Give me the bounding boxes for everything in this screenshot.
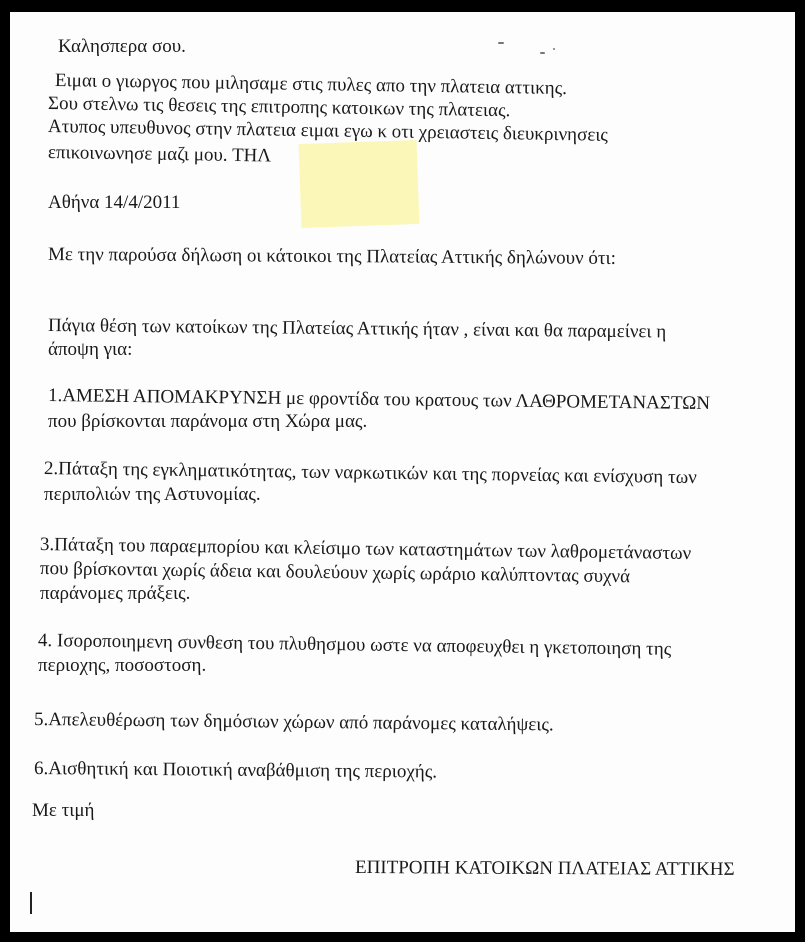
letter-date: Αθήνα 14/4/2011 [48, 192, 181, 213]
declaration-line: Με την παρούσα δήλωση οι κάτοικοι της Πλατείας Αττικής δηλώνουν ότι: [47, 244, 617, 269]
point-2-line-1: 2.Πάταξη της εγκληματικότητας, των ναρκωτικών και της πορνείας και ενίσχυση των [43, 458, 697, 489]
point-1-line-1: 1.ΑΜΕΣΗ ΑΠΟΜΑΚΡΥΝΣΗ με φροντίδα του κρατους των ΛΑΘΡΟΜΕΤΑΝΑΣΤΩΝ [47, 385, 711, 415]
point-4-line-2: περιοχης, ποσοστοση. [38, 655, 207, 676]
scan-speck [540, 52, 545, 54]
point-3-line-3: παράνομες πράξεις. [40, 583, 191, 604]
point-4-line-1: 4. Ισοροποιημενη συνθεση του πλυθησμου ωστε να αποφευχθει η γκετοποιηση της [37, 630, 672, 660]
redaction-highlight [299, 140, 420, 228]
intro-line-2: Σου στελνω τις θεσεις της επιτροπης κατοικων της πλατειας. [47, 93, 511, 122]
point-3-line-2: που βρίσκονται χωρίς άδεια και δουλεύουν χωρίς ωράριο καλύπτοντας συχνά [39, 558, 631, 588]
point-2-line-2: περιπολιών της Αστυνομίας. [44, 484, 261, 505]
scan-speck [553, 48, 555, 50]
point-3-line-1: 3.Πάταξη του παραεμπορίου και κλείσιμο των καταστημάτων των λαθρομετάναστων [39, 534, 692, 565]
point-5-line: 5.Απελευθέρωση των δημόσιων χώρων από παράνομες καταλήψεις. [33, 709, 554, 736]
point-6-line: 6.Αισθητική και Ποιοτική αναβάθμιση της περιοχής. [33, 758, 438, 783]
closing: Με τιμή [32, 800, 95, 821]
scan-speck [498, 42, 504, 44]
intro-line-1: Ειμαι ο γιωργος που μιλησαμε στις πυλες απο την πλατεια αττικης. [54, 70, 568, 100]
position-line-2: άποψη για: [48, 339, 133, 360]
scanned-letter [10, 12, 795, 932]
point-1-line-2: που βρίσκονται παράνομα στη Χώρα μας. [48, 411, 368, 432]
intro-line-4: επικοινωνησε μαζι μου. ΤΗΛ [47, 142, 272, 167]
intro-line-3: Ατυπος υπευθυνος στην πλατεια ειμαι εγω κ οτι χρειαστεις διευκρινησεις [47, 116, 609, 146]
text-cursor [30, 892, 32, 914]
greeting: Καλησπερα σου. [58, 36, 186, 57]
position-line-1: Πάγια θέση των κατοίκων της Πλατείας Αττικής ήταν , είναι και θα παραμείνει η [47, 315, 667, 343]
signature: ΕΠΙΤΡΟΠΗ ΚΑΤΟΙΚΩΝ ΠΛΑΤΕΙΑΣ ΑΤΤΙΚΗΣ [354, 857, 735, 880]
